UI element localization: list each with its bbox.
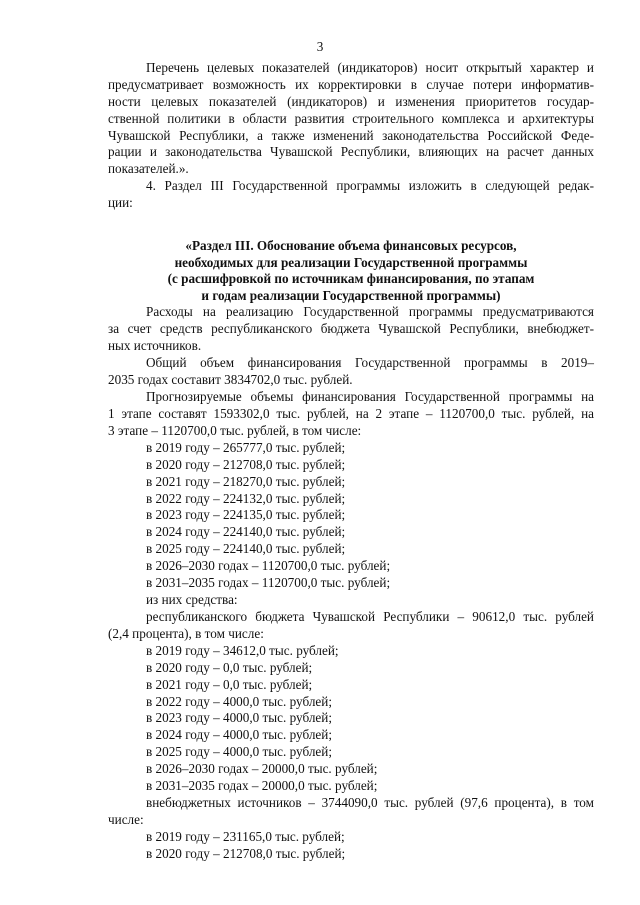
list-years-total (146, 440, 390, 608)
text-line: внебюджетных источников – 3744090,0 тыс. рублей (97,6 процента), в том (146, 795, 594, 810)
list-item: в 2022 году – 4000,0 тыс. рублей; (146, 693, 332, 709)
list-item: в 2020 году – 212708,0 тыс. рублей; (146, 456, 346, 472)
text-line: ственной политики в области развития строительного комплекса и архитектуры (108, 110, 594, 126)
text-line: рации и законодательства Чувашской Республики, влияющих на расчет данных (108, 144, 594, 160)
text-line: числе: (108, 811, 144, 827)
list-item: в 2031–2035 годах – 20000,0 тыс. рублей; (146, 777, 378, 793)
list-item: в 2021 году – 0,0 тыс. рублей; (146, 676, 313, 692)
paragraph-section-4 (108, 178, 594, 212)
paragraph-indicators (108, 60, 594, 178)
list-item: в 2020 году – 0,0 тыс. рублей; (146, 659, 313, 675)
text-line: (2,4 процента), в том числе: (108, 625, 264, 641)
list-item: в 2022 году – 224132,0 тыс. рублей; (146, 490, 346, 506)
text-line: Прогнозируемые объемы финансирования Государственной программы на (146, 389, 594, 404)
list-item: в 2019 году – 34612,0 тыс. рублей; (146, 643, 339, 658)
text-line: Общий объем финансирования Государственной программы в 2019– (146, 355, 594, 370)
list-item: в 2020 году – 212708,0 тыс. рублей; (146, 845, 346, 861)
text-line: ных источников. (108, 337, 202, 353)
paragraph-total (108, 355, 594, 389)
heading-line: (с расшифровкой по источникам финансирования, по этапам (167, 271, 535, 287)
list-years-extrabudgetary (146, 829, 345, 863)
paragraph-republican-budget (108, 609, 594, 643)
list-item: в 2023 году – 224135,0 тыс. рублей; (146, 507, 346, 523)
text-line: ции: (108, 194, 133, 210)
heading-line: «Раздел III. Обоснование объема финансовых ресурсов, (185, 238, 517, 253)
list-item: в 2024 году – 224140,0 тыс. рублей; (146, 524, 346, 540)
text-line: предусматривает возможность их корректировки в случае потери информатив- (108, 76, 594, 92)
heading-line: необходимых для реализации Государственной программы (174, 254, 528, 270)
list-item: в 2023 году – 4000,0 тыс. рублей; (146, 710, 332, 726)
page-number: 3 (316, 39, 324, 54)
paragraph-forecast (108, 389, 594, 440)
list-item: в 2021 году – 218270,0 тыс. рублей; (146, 473, 346, 489)
text-line: 2035 годах составит 3834702,0 тыс. рублей. (108, 371, 353, 387)
text-line: Перечень целевых показателей (индикаторов) носит открытый характер и (146, 60, 594, 75)
list-item: в 2019 году – 231165,0 тыс. рублей; (146, 829, 345, 844)
list-item: в 2024 году – 4000,0 тыс. рублей; (146, 727, 332, 743)
list-item: в 2026–2030 годах – 20000,0 тыс. рублей; (146, 760, 378, 776)
list-item: в 2025 году – 224140,0 тыс. рублей; (146, 541, 346, 557)
text-line: 3 этапе – 1120700,0 тыс. рублей, в том числе: (108, 422, 362, 438)
text-line: 4. Раздел III Государственной программы изложить в следующей редак- (146, 178, 594, 193)
paragraph-expenses (108, 304, 594, 355)
list-item: в 2031–2035 годах – 1120700,0 тыс. рублей; (146, 574, 391, 590)
text-line: 1 этапе составят 1593302,0 тыс. рублей, на 2 этапе – 1120700,0 тыс. рублей, на (108, 405, 594, 421)
text-line: показателей.». (108, 161, 189, 177)
list-item: в 2019 году – 265777,0 тыс. рублей; (146, 440, 346, 455)
list-item: в 2026–2030 годах – 1120700,0 тыс. рублей; (146, 557, 391, 573)
list-years-republican (146, 643, 377, 795)
section-heading (108, 238, 594, 304)
text-line: ности целевых показателей (индикаторов) и изменения приоритетов государ- (108, 93, 594, 109)
text-line: Чувашской Республики, а также изменений законодательства Российской Феде- (108, 127, 594, 143)
text-line: Расходы на реализацию Государственной программы предусматриваются (146, 304, 594, 319)
heading-line: и годам реализации Государственной программы) (201, 287, 501, 303)
list-item: из них средства: (146, 591, 238, 607)
paragraph-extrabudgetary (108, 795, 594, 829)
text-line: за счет средств республиканского бюджета Чувашской Республики, внебюджет- (108, 320, 594, 336)
list-item: в 2025 году – 4000,0 тыс. рублей; (146, 744, 332, 760)
text-line: республиканского бюджета Чувашской Республики – 90612,0 тыс. рублей (146, 609, 594, 624)
